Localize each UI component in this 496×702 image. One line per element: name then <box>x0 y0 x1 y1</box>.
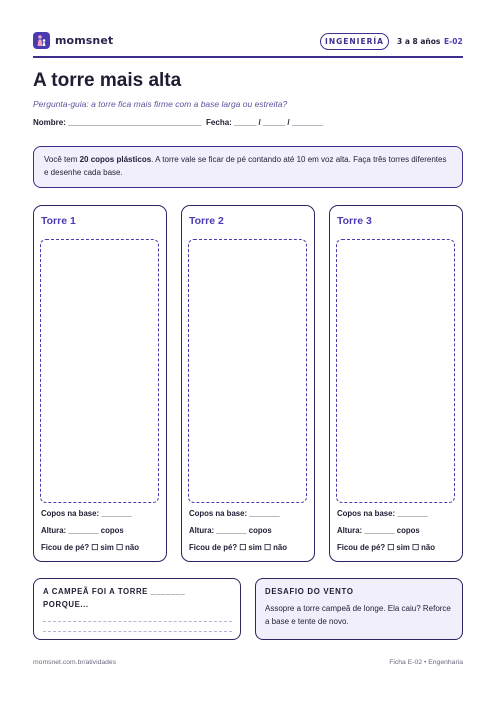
subject-badge: INGENIERÍA <box>320 33 389 50</box>
page-title: A torre mais alta <box>33 70 182 91</box>
drawing-area[interactable] <box>336 239 455 503</box>
brand-logo[interactable] <box>33 32 113 49</box>
drawing-area[interactable] <box>188 239 307 503</box>
tower-title: Torre 2 <box>189 215 224 227</box>
height-field[interactable]: Altura: _______ copos <box>337 526 420 535</box>
instructions-highlight: 20 copos plásticos <box>79 155 152 164</box>
stood-checkbox-line[interactable]: Ficou de pé? ☐ sim ☐ não <box>189 543 288 552</box>
base-cups-field[interactable]: Copos na base: _______ <box>41 509 132 518</box>
instructions-text-start: Você tem <box>44 155 80 164</box>
champion-question[interactable]: A CAMPEÃ FOI A TORRE _______ <box>43 587 186 596</box>
tower-card-1 <box>33 205 167 562</box>
guiding-question: Pergunta-guia: a torre fica mais firme com a base larga ou estreita? <box>33 99 288 109</box>
height-field[interactable]: Altura: _______ copos <box>189 526 272 535</box>
challenge-text: Assopre a torre campeã de longe. Ela caiu? Reforce a base e tente de novo. <box>265 604 451 626</box>
base-cups-field[interactable]: Copos na base: _______ <box>189 509 280 518</box>
footer-url[interactable]: momsnet.com.br/atividades <box>33 659 117 666</box>
answer-line[interactable] <box>43 621 232 622</box>
because-label: PORQUE... <box>43 600 89 609</box>
sheet-code: E-02 <box>444 37 463 46</box>
stood-checkbox-line[interactable]: Ficou de pé? ☐ sim ☐ não <box>41 543 140 552</box>
footer-sheet-id: Ficha E-02 • Engenharia <box>389 659 463 666</box>
header-divider <box>33 56 463 58</box>
age-range: 3 a 8 años <box>397 37 441 46</box>
tower-card-3 <box>329 205 463 562</box>
stood-checkbox-line[interactable]: Ficou de pé? ☐ sim ☐ não <box>337 543 436 552</box>
answer-line[interactable] <box>43 631 232 632</box>
wind-challenge-box <box>255 578 463 640</box>
challenge-title: DESAFIO DO VENTO <box>265 587 354 596</box>
name-date-line[interactable]: Nombre: ______________________________ Fecha: _____ / _____ / _______ <box>33 118 324 127</box>
tower-card-2 <box>181 205 315 562</box>
base-cups-field[interactable]: Copos na base: _______ <box>337 509 428 518</box>
tower-title: Torre 1 <box>41 215 76 227</box>
mother-child-icon <box>33 32 50 49</box>
instructions-text-end: . A torre vale se ficar de pé contando até 10 em voz alta. Faça três torres diferentes e desenhe cada base. <box>44 155 447 177</box>
champion-box <box>33 578 241 640</box>
instructions-box <box>33 146 463 188</box>
brand-name: momsnet <box>55 34 114 47</box>
drawing-area[interactable] <box>40 239 159 503</box>
tower-title: Torre 3 <box>337 215 372 227</box>
height-field[interactable]: Altura: _______ copos <box>41 526 124 535</box>
